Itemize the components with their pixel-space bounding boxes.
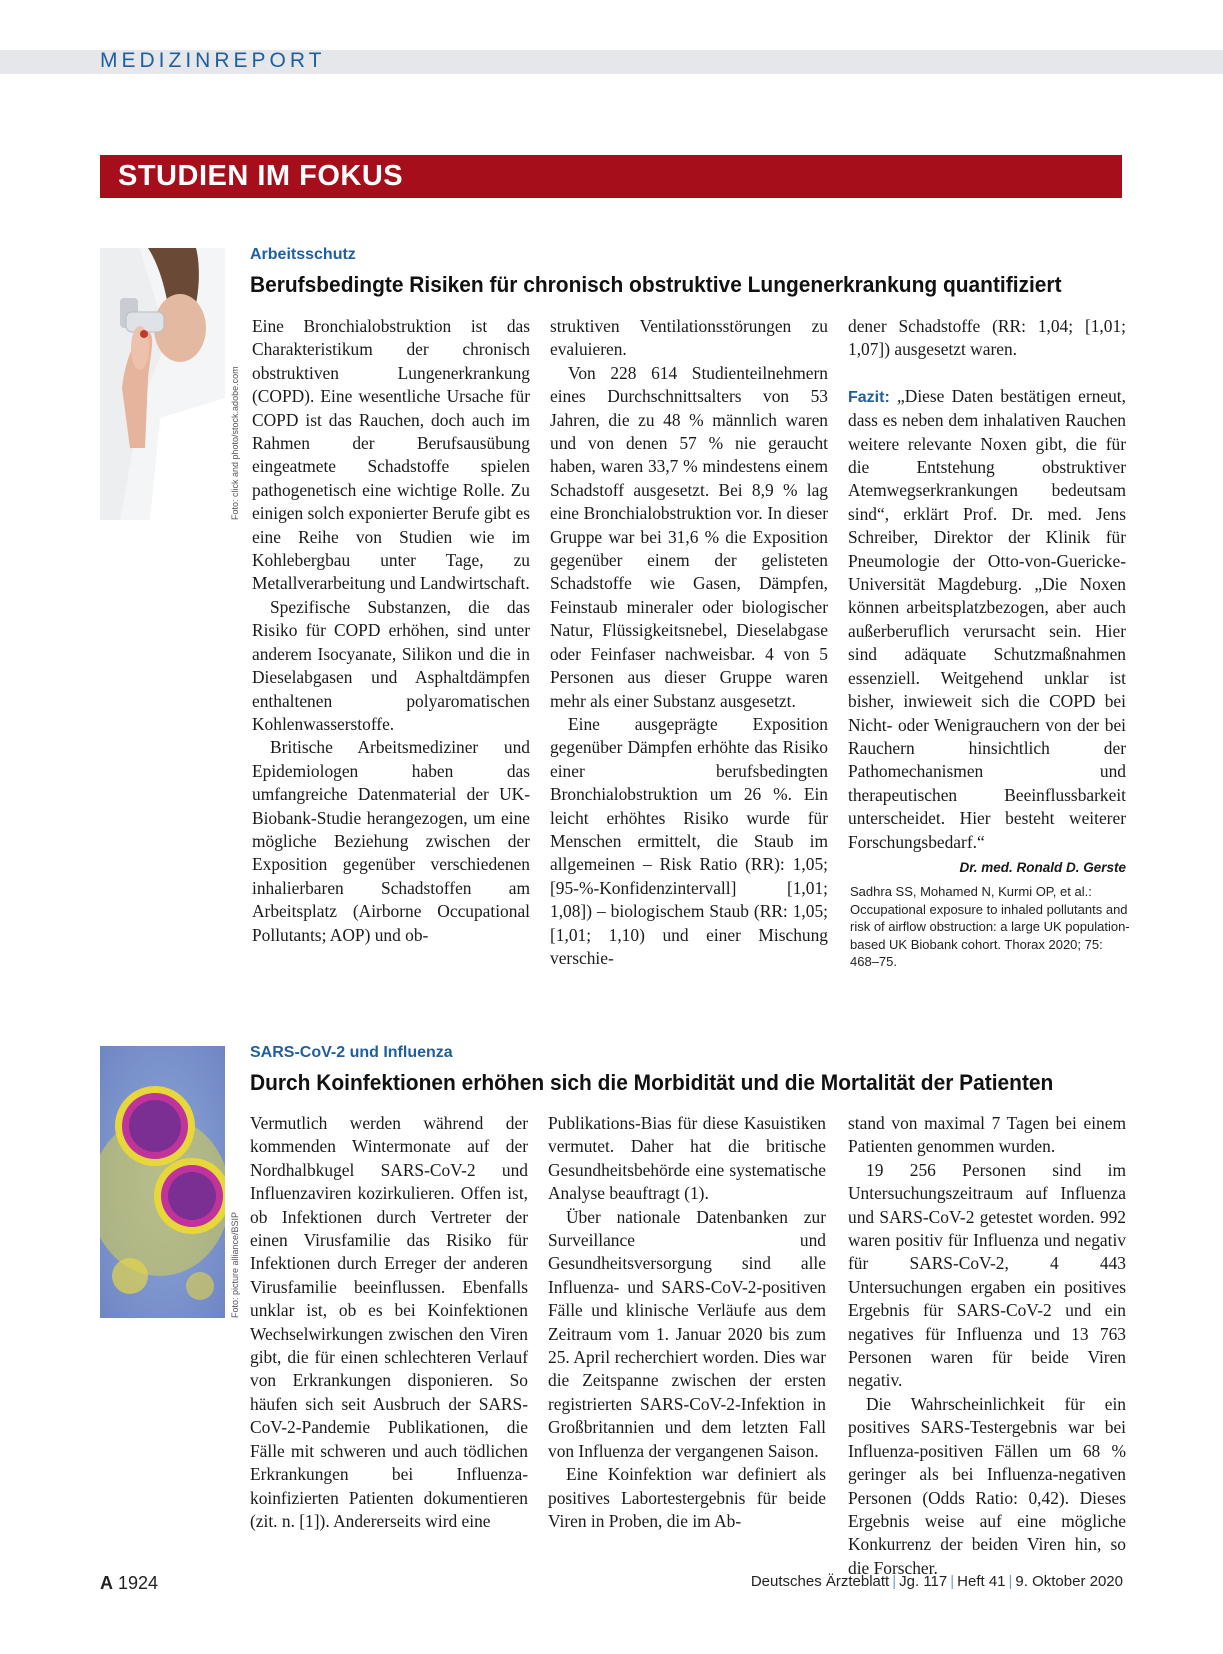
journal-date: 9. Oktober 2020 [1015,1573,1123,1590]
page-number [100,1573,158,1594]
page-number-value: 1924 [118,1573,159,1593]
article1-headline: Berufsbedingte Risiken für chronisch obstruktive Lungenerkrankung quantifiziert [250,272,1062,297]
paragraph: 19 256 Personen sind im Untersuchungszeitraum auf Influenza und SARS-CoV-2 getestet worden. 992 waren positiv für Influenza und negativ für SARS-CoV-2, 4 443 Untersuchungen ergaben ein positives Ergebnis für SARS-CoV-2 und ein negatives für Influenza und 13 763 Personen waren für beide Viren negativ. [848,1159,1126,1391]
paragraph: Eine ausgeprägte Exposition gegenüber Dämpfen erhöhte das Risiko einer berufsbedingten Bronchialobstruktion um 26 %. Ein leicht erhöhtes Risiko wurde für Menschen ermittelt, die Staub im allgemeinen – Risk Ratio (RR): 1,05; [95-%-Konfidenzintervall] [1,01; 1,08]) – biologischem Staub (RR: 1,05; [1,01; 1,10) und einer Mischung verschie- [550,713,828,968]
paragraph: Vermutlich werden während der kommenden Wintermonate auf der Nordhalbkugel SARS-CoV-2 und Influenzaviren kozirkulieren. Offen ist, ob Infektionen durch Vertreter der einen Virusfamilie das Risiko für Infektionen durch Erreger der anderen Virusfamilie beeinflussen. Ebenfalls unklar ist, ob es bei Koinfektionen Wechselwirkungen zwischen den Viren gibt, die für einen schlechteren Verlauf von Erkrankungen disponieren. So häufen sich seit Ausbruch der SARS-CoV-2-Pandemie Publikationen, die Fälle mit schweren und auch tödlichen Erkrankungen bei Influenza-koinfizierten Patienten dokumentieren (zit. n. [1]). Andererseits wird eine [250,1113,528,1531]
inhaler-photo [100,248,225,520]
photo-credit: Foto: picture alliance/BSIP [230,1211,240,1318]
article2-column-1 [250,1112,528,1533]
paragraph: dener Schadstoffe (RR: 1,04; [1,01; 1,07]) ausgesetzt waren. [848,316,1126,360]
fazit-label: Fazit: [848,388,890,406]
author: Dr. med. Ronald D. Gerste [959,859,1126,875]
journal-issue: Heft 41 [957,1573,1006,1590]
article1-category: Arbeitsschutz [250,246,356,263]
fazit-paragraph [848,385,1126,854]
paragraph: stand von maximal 7 Tagen bei einem Patienten genommen wurden. [848,1113,1126,1157]
paragraph: Eine Koinfektion war definiert als positives Labortestergebnis für beide Viren in Proben, die im Ab- [548,1464,826,1531]
article1-column-1 [252,315,530,947]
journal-info: Deutsches Ärzteblatt | Jg. 117 | Heft 41 | 9. Oktober 2020 [750,1573,1123,1590]
page-prefix: A [100,1573,113,1593]
journal-volume: Jg. 117 [899,1573,948,1590]
article2-category: SARS-CoV-2 und Influenza [250,1044,453,1061]
article1-column-3 [848,315,1126,879]
article2-headline: Durch Koinfektionen erhöhen sich die Morbidität und die Mortalität der Patienten [250,1070,1054,1095]
article2-column-3 [848,1112,1126,1580]
reference: Sadhra SS, Mohamed N, Kurmi OP, et al.: Occupational exposure to inhaled pollutants and risk of airflow obstruction: a large UK population-based UK Biobank cohort. Thorax 2020; 75: 468–75. [850,884,1130,969]
paragraph: Über nationale Datenbanken zur Surveillance und Gesundheitsversorgung sind alle Influenza- und SARS-CoV-2-positiven Fälle und klinische Verläufe aus dem Zeitraum vom 1. Januar 2020 bis zum 25. April recherchiert worden. Dies war die Zeitspanne zwischen der ersten registrierten SARS-CoV-2-Infektion in Großbritannien und dem letzten Fall von Influenza der vergangenen Saison. [548,1206,826,1461]
paragraph: Britische Arbeitsmediziner und Epidemiologen haben das umfangreiche Datenmaterial der UK-Biobank-Studie herangezogen, um eine mögliche Beziehung zwischen der Exposition gegenüber verschiedenen inhalierbaren Schadstoffen am Arbeitsplatz (Airborne Occupational Pollutants; AOP) und ob- [252,737,530,945]
fazit-text: „Diese Daten bestätigen erneut, dass es neben dem inhalativen Rauchen weitere relevante Noxen gibt, die für die Entstehung obstruktiver Atemwegserkrankungen bedeutsam sind“, erklärt Prof. Dr. med. Jens Schreiber, Direktor der Klinik für Pneumologie der Otto-von-Guericke-Universität Magdeburg. „Die Noxen können arbeitsplatzbezogen, aber auch außerberuflich verursacht sein. Hier sind adäquate Schutzmaßnahmen essenziell. Weitgehend unklar ist bisher, inwieweit sich die COPD bei Nicht- oder Wenigrauchern von der bei Rauchern hinsichtlich der Pathomechanismen und therapeutischen Beeinflussbarkeit unterscheidet. Hier besteht weiterer Forschungsbedarf.“ [848,385,1126,852]
paragraph: Publikations-Bias für diese Kasuistiken vermutet. Daher hat die britische Gesundheitsbehörde eine systematische Analyse beauftragt (1). [548,1113,826,1204]
paragraph: Eine Bronchialobstruktion ist das Charakteristikum der chronisch obstruktiven Lungenerkrankung (COPD). Eine wesentliche Ursache für COPD ist das Rauchen, doch auch im Rahmen der Berufsausübung eingeatmete Schadstoffe spielen pathogenetisch eine wichtige Rolle. Zu einigen solch exponierter Berufe gibt es eine Reihe von Studien wie im Kohlebergbau unter Tage, zu Metallverarbeitung und Landwirtschaft. [252,316,530,594]
paragraph: Von 228 614 Studienteilnehmern eines Durchschnittsalters von 53 Jahren, die zu 48 % männlich waren und von denen 57 % nie geraucht haben, waren 33,7 % mindestens einem Schadstoff ausgesetzt. Bei 8,9 % lag eine Bronchialobstruktion vor. In dieser Gruppe war bei 31,6 % die Exposition gegenüber einem der gelisteten Schadstoffe wie Gasen, Dämpfen, Feinstaub mineraler oder biologischer Natur, Flüssigkeitsnebel, Dieselabgase oder Feinfaser nachweisbar. 4 von 5 Personen aus dieser Gruppe waren mehr als einer Substanz ausgesetzt. [550,362,828,711]
photo-credit: Foto: click and photo/stock.adobe.com [230,366,240,520]
journal-name: Deutsches Ärzteblatt [750,1573,890,1590]
title-bar [100,155,1122,198]
article1-column-2 [550,315,828,970]
article2-column-2 [548,1112,826,1533]
section-label: MEDIZINREPORT [100,49,326,72]
title-bar-text: STUDIEN IM FOKUS [118,160,404,192]
paragraph: Die Wahrscheinlichkeit für ein positives SARS-Testergebnis war bei Influenza-positiven Fällen um 68 % geringer als bei Influenza-negativen Personen (Odds Ratio: 0,42). Dieses Ergebnis weise auf eine mögliche Konkurrenz der beiden Viren hin, so die Forscher. [848,1393,1126,1578]
virus-photo [100,1046,225,1318]
paragraph: struktiven Ventilationsstörungen zu evaluieren. [550,316,828,360]
paragraph: Spezifische Substanzen, die das Risiko für COPD erhöhen, sind unter anderem Isocyanate, Silikon und die in Dieselabgasen und Asphaltdämpfen enthaltenen polyaromatischen Kohlenwasserstoffe. [252,596,530,734]
